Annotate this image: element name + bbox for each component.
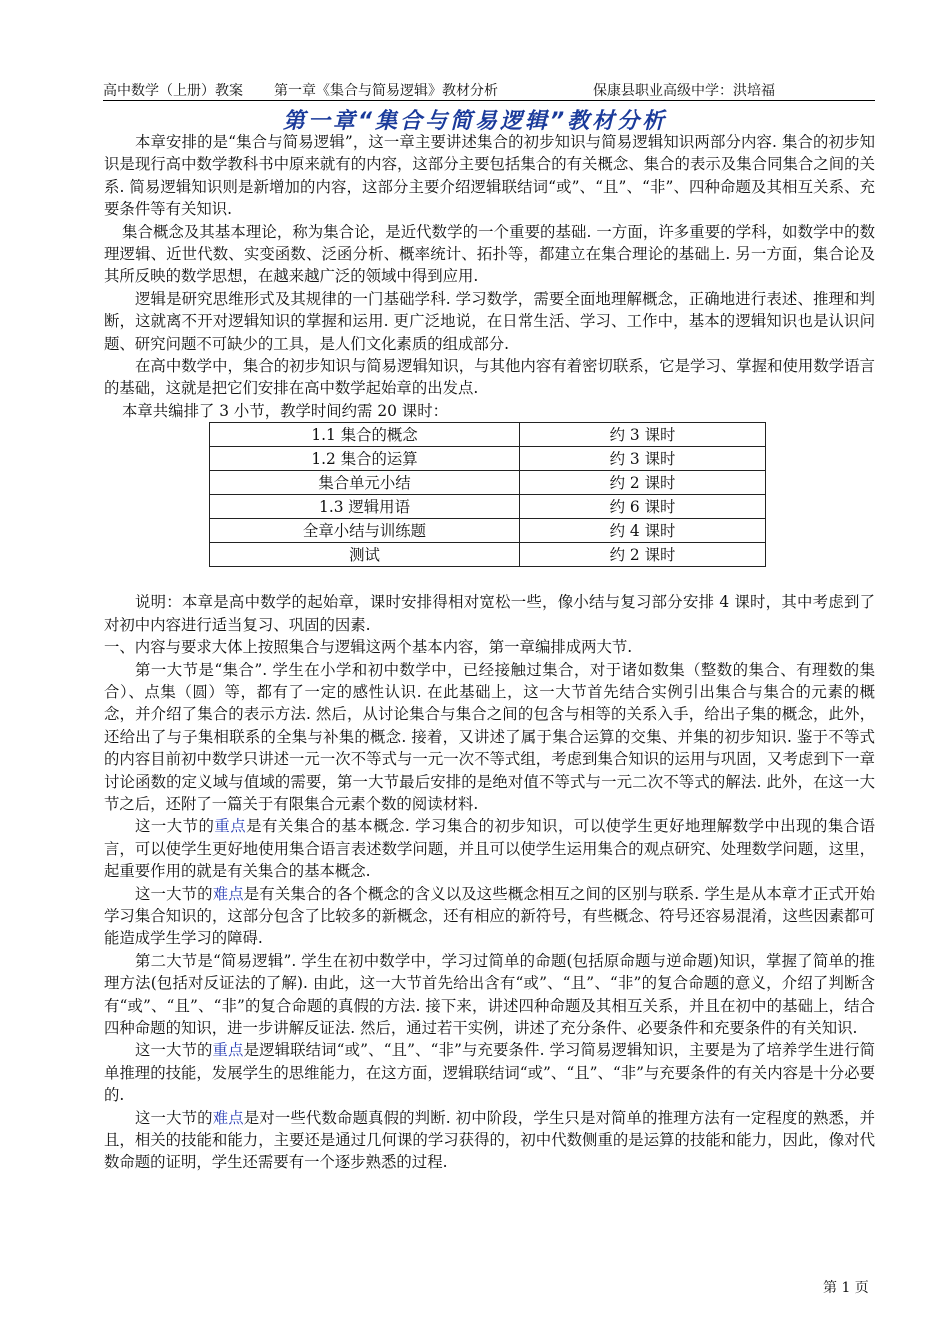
keyword-difficulty: 难点 [212, 884, 244, 903]
section-heading: 一、内容与要求大体上按照集合与逻辑这两个基本内容，第一章编排成两大节. [104, 638, 633, 657]
section1-paragraph-1: 第一大节是“集合”. 学生在小学和初中数学中，已经接触过集合，对于诸如数集（整数的集合、有理数的集合）、点集（圆）等，都有了一定的感性认识. 在此基础上，这一大节首先结合实例引出集合与集合的元素的概念，并介绍了集合的表示方法. 然后，从讨论集合与集合之间的包含与相等的关系入手，给出子集的概念，此外，还给出了与子集相联系的全集与补集的概念. 接着，又讲述了属于集合运算的交集、并集的初步知识. 鉴于不等式的内容目前初中数学只讲述一元一次不等式与一元一次不等式组，考虑到集合知识的运用与巩固，又考虑到下一章讨论函数的定义域与值域的需要，第一大节最后安排的是绝对值不等式与一元二次不等式的解法. 此外，在这一大节之后，还附了一篇关于有限集合元素个数的阅读材料. [104, 660, 875, 813]
intro-paragraph-5: 本章共编排了 3 小节，教学时间约需 20 课时： [122, 401, 448, 420]
table-row [210, 543, 766, 567]
table-cell-hours: 约 3 课时 [520, 447, 766, 471]
schedule-table [209, 422, 766, 567]
lead-text: 这一大节的 [135, 817, 215, 836]
table-cell-hours: 约 6 课时 [520, 495, 766, 519]
lead-text: 这一大节的 [135, 1041, 213, 1060]
table-cell-section: 1.1 集合的概念 [210, 423, 520, 447]
table-cell-hours: 约 2 课时 [520, 471, 766, 495]
section2-paragraph-1: 第二大节是“简易逻辑”. 学生在初中数学中，学习过简单的命题(包括原命题与逆命题)知识，掌握了简单的推理方法(包括对反证法的了解). 由此，这一大节首先给出含有“或”、“且”、“非”的复合命题的意义，介绍了判断含有“或”、“且”、“非”的复合命题的真假的方法. 接下来，讲述四种命题及其相互关系，并且在初中的基础上，结合四种命题的知识，进一步讲解反证法. 然后，通过若干实例，讲述了充分条件、必要条件和充要条件的有关知识. [104, 951, 875, 1037]
intro-paragraph-2: 集合概念及其基本理论，称为集合论，是近代数学的一个重要的基础. 一方面，许多重要的学科，如数学中的数理逻辑、近世代数、实变函数、泛函分析、概率统计、拓扑等，都建立在集合理论的基础上. 另一方面，集合论及其所反映的数学思想，在越来越广泛的领域中得到应用. [104, 222, 875, 286]
page-header [103, 78, 875, 101]
header-course: 高中数学（上册）教案 [103, 83, 243, 99]
table-row [210, 495, 766, 519]
page-number: 第 1 页 [823, 1280, 869, 1296]
paragraph-text: 是有关集合的基本概念. 学习集合的初步知识，可以使学生更好地理解数学中出现的集合语言，可以使学生更好地使用集合语言表述数学问题，并且可以使学生运用集合的观点研究、处理数学问题，这里，起重要作用的就是有关集合的基本概念. [104, 817, 875, 881]
table-row [210, 471, 766, 495]
table-row [210, 519, 766, 543]
table-row [210, 447, 766, 471]
paragraph-text: 是有关集合的各个概念的含义以及这些概念相互之间的区别与联系. 学生是从本章才正式开始学习集合知识的，这部分包含了比较多的新概念，还有相应的新符号，有些概念、符号还容易混淆，这些因素都可能造成学生学习的障碍. [104, 884, 875, 948]
keyword-focus: 重点 [212, 1041, 244, 1060]
table-cell-section: 集合单元小结 [210, 471, 520, 495]
header-author: 保康县职业高级中学：洪培福 [593, 83, 775, 99]
section1-paragraph-3 [104, 883, 875, 950]
page-title: 第一章“集合与简易逻辑”教材分析 [282, 109, 668, 134]
section2-paragraph-3 [104, 1107, 875, 1174]
section1-paragraph-2 [104, 815, 875, 882]
note-paragraph: 说明：本章是高中数学的起始章，课时安排得相对宽松一些，像小结与复习部分安排 4 课时，其中考虑到了对初中内容进行适当复习、巩固的因素. [104, 593, 875, 634]
table-cell-section: 1.2 集合的运算 [210, 447, 520, 471]
intro-paragraph-4: 在高中数学中，集合的初步知识与简易逻辑知识，与其他内容有着密切联系，它是学习、掌握和使用数学语言的基础，这就是把它们安排在高中数学起始章的出发点. [104, 357, 875, 398]
table-cell-section: 测试 [210, 543, 520, 567]
intro-paragraph-1: 本章安排的是“集合与简易逻辑”，这一章主要讲述集合的初步知识与简易逻辑知识两部分内容. 集合的初步知识是现行高中数学教科书中原来就有的内容，这部分主要包括集合的有关概念、集合的表示及集合同集合之间的关系. 简易逻辑知识则是新增加的内容，这部分主要介绍逻辑联结词“或”、“且”、“非”、四种命题及其相互关系、充要条件等有关知识. [104, 133, 875, 219]
table-cell-section: 1.3 逻辑用语 [210, 495, 520, 519]
lead-text: 这一大节的 [135, 1108, 213, 1127]
table-spacer [104, 567, 875, 591]
paragraph-text: 是逻辑联结词“或”、“且”、“非”与充要条件. 学习简易逻辑知识，主要是为了培养学生进行简单推理的技能，发展学生的思维能力，在这方面，逻辑联结词“或”、“且”、“非”与充要条件的有关内容是十分必要的. [104, 1041, 875, 1105]
lead-text: 这一大节的 [135, 884, 213, 903]
keyword-focus: 重点 [214, 817, 247, 836]
keyword-difficulty: 难点 [212, 1108, 244, 1127]
section2-paragraph-2 [104, 1039, 875, 1106]
header-chapter: 第一章《集合与简易逻辑》教材分析 [274, 83, 498, 99]
intro-paragraph-3: 逻辑是研究思维形式及其规律的一门基础学科. 学习数学，需要全面地理解概念，正确地进行表述、推理和判断，这就离不开对逻辑知识的掌握和运用. 更广泛地说，在日常生活、学习、工作中，基本的逻辑知识也是认识问题、研究问题不可缺少的工具，是人们文化素质的组成部分. [104, 289, 875, 353]
table-cell-hours: 约 2 课时 [520, 543, 766, 567]
table-row [210, 423, 766, 447]
table-cell-hours: 约 3 课时 [520, 423, 766, 447]
table-cell-hours: 约 4 课时 [520, 519, 766, 543]
paragraph-text: 是对一些代数命题真假的判断. 初中阶段，学生只是对简单的推理方法有一定程度的熟悉，并且，相关的技能和能力，主要还是通过几何课的学习获得的，初中代数侧重的是运算的技能和能力，因此，像对代数命题的证明，学生还需要有一个逐步熟悉的过程. [104, 1108, 875, 1172]
document-body [104, 131, 875, 1174]
table-cell-section: 全章小结与训练题 [210, 519, 520, 543]
